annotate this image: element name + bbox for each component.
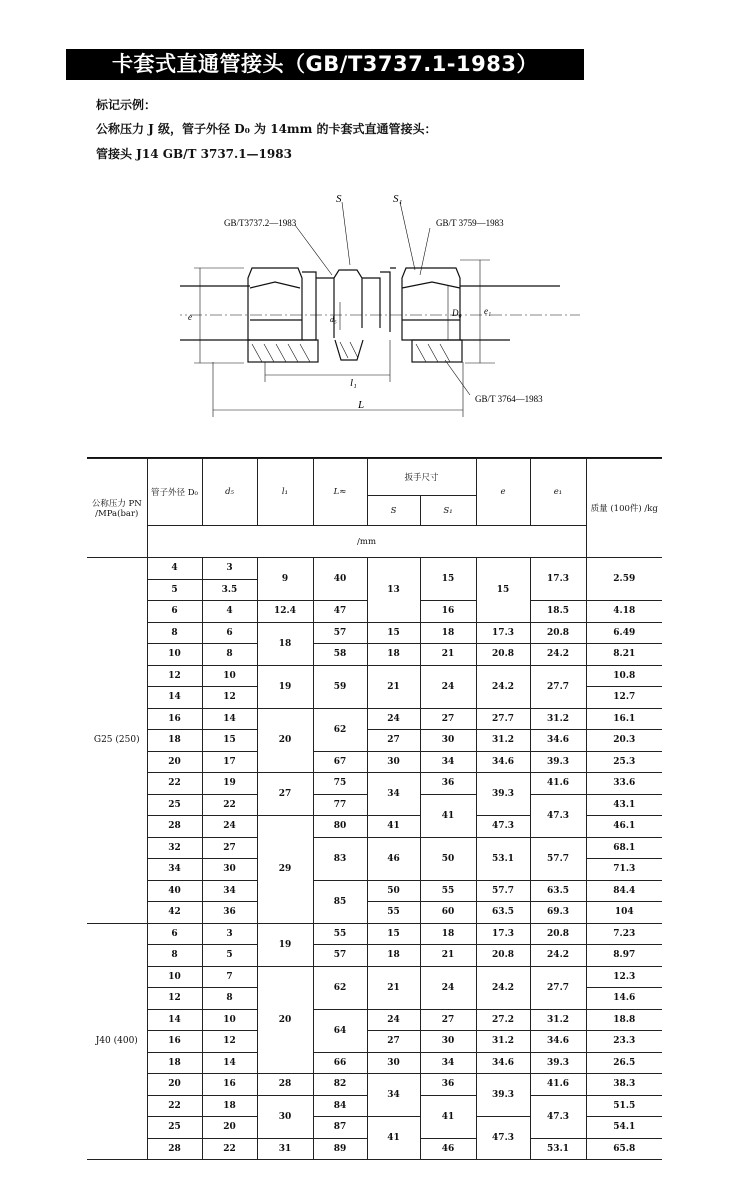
label-s1: S₁ [393, 193, 403, 205]
table-cell: 14 [147, 687, 202, 709]
table-cell: 46 [420, 1138, 476, 1160]
table-cell: 27 [257, 773, 313, 816]
table-cell: 31.2 [530, 708, 586, 730]
table-cell: 34.6 [476, 751, 530, 773]
table-cell: 17.3 [476, 923, 530, 945]
table-cell: 15 [476, 558, 530, 623]
dim-L: L [358, 399, 365, 411]
table-row [87, 1009, 662, 1031]
header-wrench-size: 扳手尺寸 [367, 459, 476, 496]
page-title: 卡套式直通管接头（GB/T3737.1-1983） [66, 49, 584, 80]
table-cell: 10.8 [586, 665, 662, 687]
table-cell: 14.6 [586, 988, 662, 1010]
table-cell: 47 [313, 601, 367, 623]
table-cell: 34 [420, 1052, 476, 1074]
header-unit-mm: /mm [147, 526, 586, 558]
table-cell: 27 [420, 708, 476, 730]
table-cell: 12 [202, 1031, 257, 1053]
table-cell: 82 [313, 1074, 367, 1096]
table-cell: 24 [367, 708, 420, 730]
table-row [87, 1031, 662, 1053]
table-cell: 50 [367, 880, 420, 902]
table-row [87, 966, 662, 988]
table-cell: 22 [202, 794, 257, 816]
table-cell: 24 [202, 816, 257, 838]
table-cell: 24.2 [476, 665, 530, 708]
table-cell: 31.2 [476, 730, 530, 752]
table-cell: 24 [367, 1009, 420, 1031]
table-cell: 65.8 [586, 1138, 662, 1160]
table-cell: 47.3 [530, 794, 586, 837]
table-cell: 15 [202, 730, 257, 752]
table-cell: 41.6 [530, 773, 586, 795]
table-cell: 18.8 [586, 1009, 662, 1031]
table-cell: 22 [147, 773, 202, 795]
table-cell: 20.8 [530, 622, 586, 644]
table-cell: 15 [367, 622, 420, 644]
table-body [87, 558, 662, 1160]
table-cell: 27.7 [530, 665, 586, 708]
table-row [87, 751, 662, 773]
table-cell: 25 [147, 1117, 202, 1139]
header-l1: l₁ [257, 459, 313, 526]
table-cell: 10 [202, 665, 257, 687]
table-cell: 54.1 [586, 1117, 662, 1139]
table-cell: 14 [202, 708, 257, 730]
table-cell: 14 [147, 1009, 202, 1031]
table-cell: 27 [420, 1009, 476, 1031]
dim-l1: l₁ [350, 377, 357, 389]
table-cell: 28 [147, 816, 202, 838]
table-cell: 24 [420, 966, 476, 1009]
table-cell: 20.8 [476, 945, 530, 967]
table-cell: 43.1 [586, 794, 662, 816]
table-cell: 19 [202, 773, 257, 795]
table-row [87, 880, 662, 902]
table-cell: 31.2 [476, 1031, 530, 1053]
table-cell: 34 [202, 880, 257, 902]
table-cell: 40 [147, 880, 202, 902]
table-cell: 3 [202, 923, 257, 945]
table-cell: 17.3 [530, 558, 586, 601]
table-cell: 34 [367, 1074, 420, 1117]
table-cell: 22 [202, 1138, 257, 1160]
header-d5: d₅ [202, 459, 257, 526]
table-cell: 104 [586, 902, 662, 924]
table-row [87, 558, 662, 580]
table-cell: 55 [367, 902, 420, 924]
table-cell: 30 [420, 730, 476, 752]
table-cell: 60 [420, 902, 476, 924]
table-cell: 12 [147, 665, 202, 687]
table-cell: 41.6 [530, 1074, 586, 1096]
table-row [87, 923, 662, 945]
table-cell: 34 [147, 859, 202, 881]
table-cell: 20 [147, 1074, 202, 1096]
table-cell: 23.3 [586, 1031, 662, 1053]
table-cell: 47.3 [476, 816, 530, 838]
table-cell: 38.3 [586, 1074, 662, 1096]
table-cell: 18 [257, 622, 313, 665]
table-cell: 75 [313, 773, 367, 795]
table-cell: 46.1 [586, 816, 662, 838]
table-cell: 41 [367, 1117, 420, 1160]
table-row [87, 665, 662, 687]
table-cell: 4 [202, 601, 257, 623]
table-cell: 39.3 [476, 1074, 530, 1117]
table-cell: 21 [367, 665, 420, 708]
table-cell: 39.3 [530, 1052, 586, 1074]
table-cell: 18 [147, 730, 202, 752]
table-cell: 12.3 [586, 966, 662, 988]
table-cell: 89 [313, 1138, 367, 1160]
table-cell: 27 [367, 1031, 420, 1053]
table-cell: 84.4 [586, 880, 662, 902]
table-cell: 19 [257, 923, 313, 966]
table-row [87, 622, 662, 644]
table-cell: 71.3 [586, 859, 662, 881]
table-cell: 9 [257, 558, 313, 601]
table-cell: 8 [202, 988, 257, 1010]
table-cell: 4 [147, 558, 202, 580]
table-cell: 28 [257, 1074, 313, 1096]
table-cell: 16 [147, 1031, 202, 1053]
table-cell: 6 [147, 601, 202, 623]
table-cell: 20 [202, 1117, 257, 1139]
table-cell: 30 [257, 1095, 313, 1138]
table-cell: 51.5 [586, 1095, 662, 1117]
table-cell: 8 [202, 644, 257, 666]
table-cell: 24.2 [530, 644, 586, 666]
table-cell: 18 [202, 1095, 257, 1117]
table-cell: 16 [420, 601, 476, 623]
table-cell: 41 [420, 794, 476, 837]
table-cell: 18 [367, 945, 420, 967]
table-cell: 19 [257, 665, 313, 708]
dimensions-table [87, 458, 662, 1160]
table-cell: 18 [420, 622, 476, 644]
table-cell: 34.6 [476, 1052, 530, 1074]
table-cell: 29 [257, 816, 313, 924]
table-cell: 42 [147, 902, 202, 924]
table-cell: 53.1 [530, 1138, 586, 1160]
table-cell: 50 [420, 837, 476, 880]
table-cell: 69.3 [530, 902, 586, 924]
table-cell: 40 [313, 558, 367, 601]
dim-e: e [188, 312, 192, 322]
table-cell: 57 [313, 945, 367, 967]
table-cell: 17 [202, 751, 257, 773]
table-row [87, 902, 662, 924]
dim-d5: d₅ [330, 315, 337, 324]
table-cell: 41 [420, 1095, 476, 1138]
table-cell: 68.1 [586, 837, 662, 859]
table-cell: 7.23 [586, 923, 662, 945]
table-cell: 63.5 [530, 880, 586, 902]
header-nominal-pressure: 公称压力 PN /MPa(bar) [87, 459, 147, 558]
table-cell: 66 [313, 1052, 367, 1074]
table-cell: 62 [313, 966, 367, 1009]
table-cell: 36 [420, 1074, 476, 1096]
table-cell: 36 [202, 902, 257, 924]
table-cell: 12 [147, 988, 202, 1010]
table-cell: 57.7 [530, 837, 586, 880]
table-cell: 18.5 [530, 601, 586, 623]
table-cell: 2.59 [586, 558, 662, 601]
ref-bottom-label: GB/T 3764—1983 [475, 394, 543, 404]
table-cell: 5 [202, 945, 257, 967]
table-cell: 31.2 [530, 1009, 586, 1031]
label-s: S [336, 193, 342, 205]
table-cell: 6.49 [586, 622, 662, 644]
table-cell: 41 [367, 816, 420, 838]
table-cell: 13 [367, 558, 420, 623]
table-cell: 55 [313, 923, 367, 945]
table-cell: 20.8 [530, 923, 586, 945]
table-cell: 34.6 [530, 730, 586, 752]
table-cell: 12.4 [257, 601, 313, 623]
table-cell: 57.7 [476, 880, 530, 902]
table-cell: 16.1 [586, 708, 662, 730]
table-cell: 46 [367, 837, 420, 880]
table-cell: 57 [313, 622, 367, 644]
ref-right-label: GB/T 3759—1983 [436, 218, 504, 228]
table-cell: 20 [147, 751, 202, 773]
table-cell: 15 [367, 923, 420, 945]
table-cell: 36 [420, 773, 476, 795]
dim-d0: D₀ [452, 308, 462, 318]
table-row [87, 1052, 662, 1074]
marking-example-description: 公称压力 J 级，管子外径 D₀ 为 14mm 的卡套式直通管接头： [96, 122, 437, 136]
table-cell: 47.3 [476, 1117, 530, 1160]
table-cell: 55 [420, 880, 476, 902]
table-cell: 7 [202, 966, 257, 988]
header-s: S [367, 496, 420, 526]
table-cell: 20 [257, 708, 313, 773]
table-cell: 10 [147, 966, 202, 988]
table-cell: 27 [202, 837, 257, 859]
table-cell: 20 [257, 966, 313, 1074]
table-cell: 27.2 [476, 1009, 530, 1031]
table-cell: 67 [313, 751, 367, 773]
table-row [87, 730, 662, 752]
table-cell: 14 [202, 1052, 257, 1074]
table-cell: 24 [420, 665, 476, 708]
table-cell: 62 [313, 708, 367, 751]
table-cell: 12.7 [586, 687, 662, 709]
table-cell: 39.3 [476, 773, 530, 816]
table-cell: 21 [420, 644, 476, 666]
table-cell: 85 [313, 880, 367, 923]
marking-example-code: 管接头 J14 GB/T 3737.1—1983 [96, 147, 292, 161]
table-cell: 64 [313, 1009, 367, 1052]
table-cell: 28 [147, 1138, 202, 1160]
table-cell: 25 [147, 794, 202, 816]
marking-example-heading: 标记示例： [96, 98, 157, 112]
table-cell: 6 [202, 622, 257, 644]
table-cell: 24.2 [476, 966, 530, 1009]
table-cell: 3.5 [202, 579, 257, 601]
table-cell: 77 [313, 794, 367, 816]
table-cell: 63.5 [476, 902, 530, 924]
table-cell: 32 [147, 837, 202, 859]
table-row [87, 1074, 662, 1096]
table-cell: 10 [202, 1009, 257, 1031]
table-cell: 21 [420, 945, 476, 967]
table-cell: 27.7 [530, 966, 586, 1009]
table-cell: 18 [420, 923, 476, 945]
table-cell: 20.3 [586, 730, 662, 752]
table-cell: 3 [202, 558, 257, 580]
table-cell: 15 [420, 558, 476, 601]
table-cell: 30 [367, 1052, 420, 1074]
table-cell: 59 [313, 665, 367, 708]
table-cell: 26.5 [586, 1052, 662, 1074]
table-cell: 27 [367, 730, 420, 752]
table-cell: 84 [313, 1095, 367, 1117]
table-row [87, 837, 662, 859]
table-cell: 83 [313, 837, 367, 880]
table-cell: 24.2 [530, 945, 586, 967]
header-e1: e₁ [530, 459, 586, 526]
table-cell: 8 [147, 622, 202, 644]
table-cell: 8 [147, 945, 202, 967]
table-cell: 58 [313, 644, 367, 666]
pressure-class-cell: J40 (400) [87, 923, 147, 1160]
table-row [87, 773, 662, 795]
table-cell: 39.3 [530, 751, 586, 773]
table-cell: 30 [202, 859, 257, 881]
table-cell: 10 [147, 644, 202, 666]
table-cell: 18 [367, 644, 420, 666]
table-cell: 87 [313, 1117, 367, 1139]
table-cell: 25.3 [586, 751, 662, 773]
table-cell: 5 [147, 579, 202, 601]
table-cell: 34.6 [530, 1031, 586, 1053]
pressure-class-cell: G25 (250) [87, 558, 147, 924]
table-cell: 18 [147, 1052, 202, 1074]
table-cell: 53.1 [476, 837, 530, 880]
ref-left-label: GB/T3737.2—1983 [224, 218, 297, 228]
table-cell: 34 [367, 773, 420, 816]
table-cell: 20.8 [476, 644, 530, 666]
table-cell: 80 [313, 816, 367, 838]
table-cell: 16 [147, 708, 202, 730]
table-row [87, 708, 662, 730]
table-cell: 16 [202, 1074, 257, 1096]
table-cell: 27.7 [476, 708, 530, 730]
table-cell: 17.3 [476, 622, 530, 644]
table-cell: 30 [420, 1031, 476, 1053]
table-cell: 22 [147, 1095, 202, 1117]
table-cell: 30 [367, 751, 420, 773]
dim-e1: e₁ [484, 306, 492, 316]
table-cell: 8.97 [586, 945, 662, 967]
table-cell: 6 [147, 923, 202, 945]
table-cell: 21 [367, 966, 420, 1009]
table-cell: 8.21 [586, 644, 662, 666]
header-L: L≈ [313, 459, 367, 526]
header-e: e [476, 459, 530, 526]
table-cell: 31 [257, 1138, 313, 1160]
table-cell: 33.6 [586, 773, 662, 795]
table-cell: 12 [202, 687, 257, 709]
fitting-drawing [180, 190, 580, 430]
table-row [87, 945, 662, 967]
header-pipe-od: 管子外径 D₀ [147, 459, 202, 526]
table-row [87, 644, 662, 666]
table-cell: 34 [420, 751, 476, 773]
header-s1: S₁ [420, 496, 476, 526]
table-cell: 4.18 [586, 601, 662, 623]
table-cell: 47.3 [530, 1095, 586, 1138]
header-mass: 质量 (100件) /kg [586, 459, 662, 558]
